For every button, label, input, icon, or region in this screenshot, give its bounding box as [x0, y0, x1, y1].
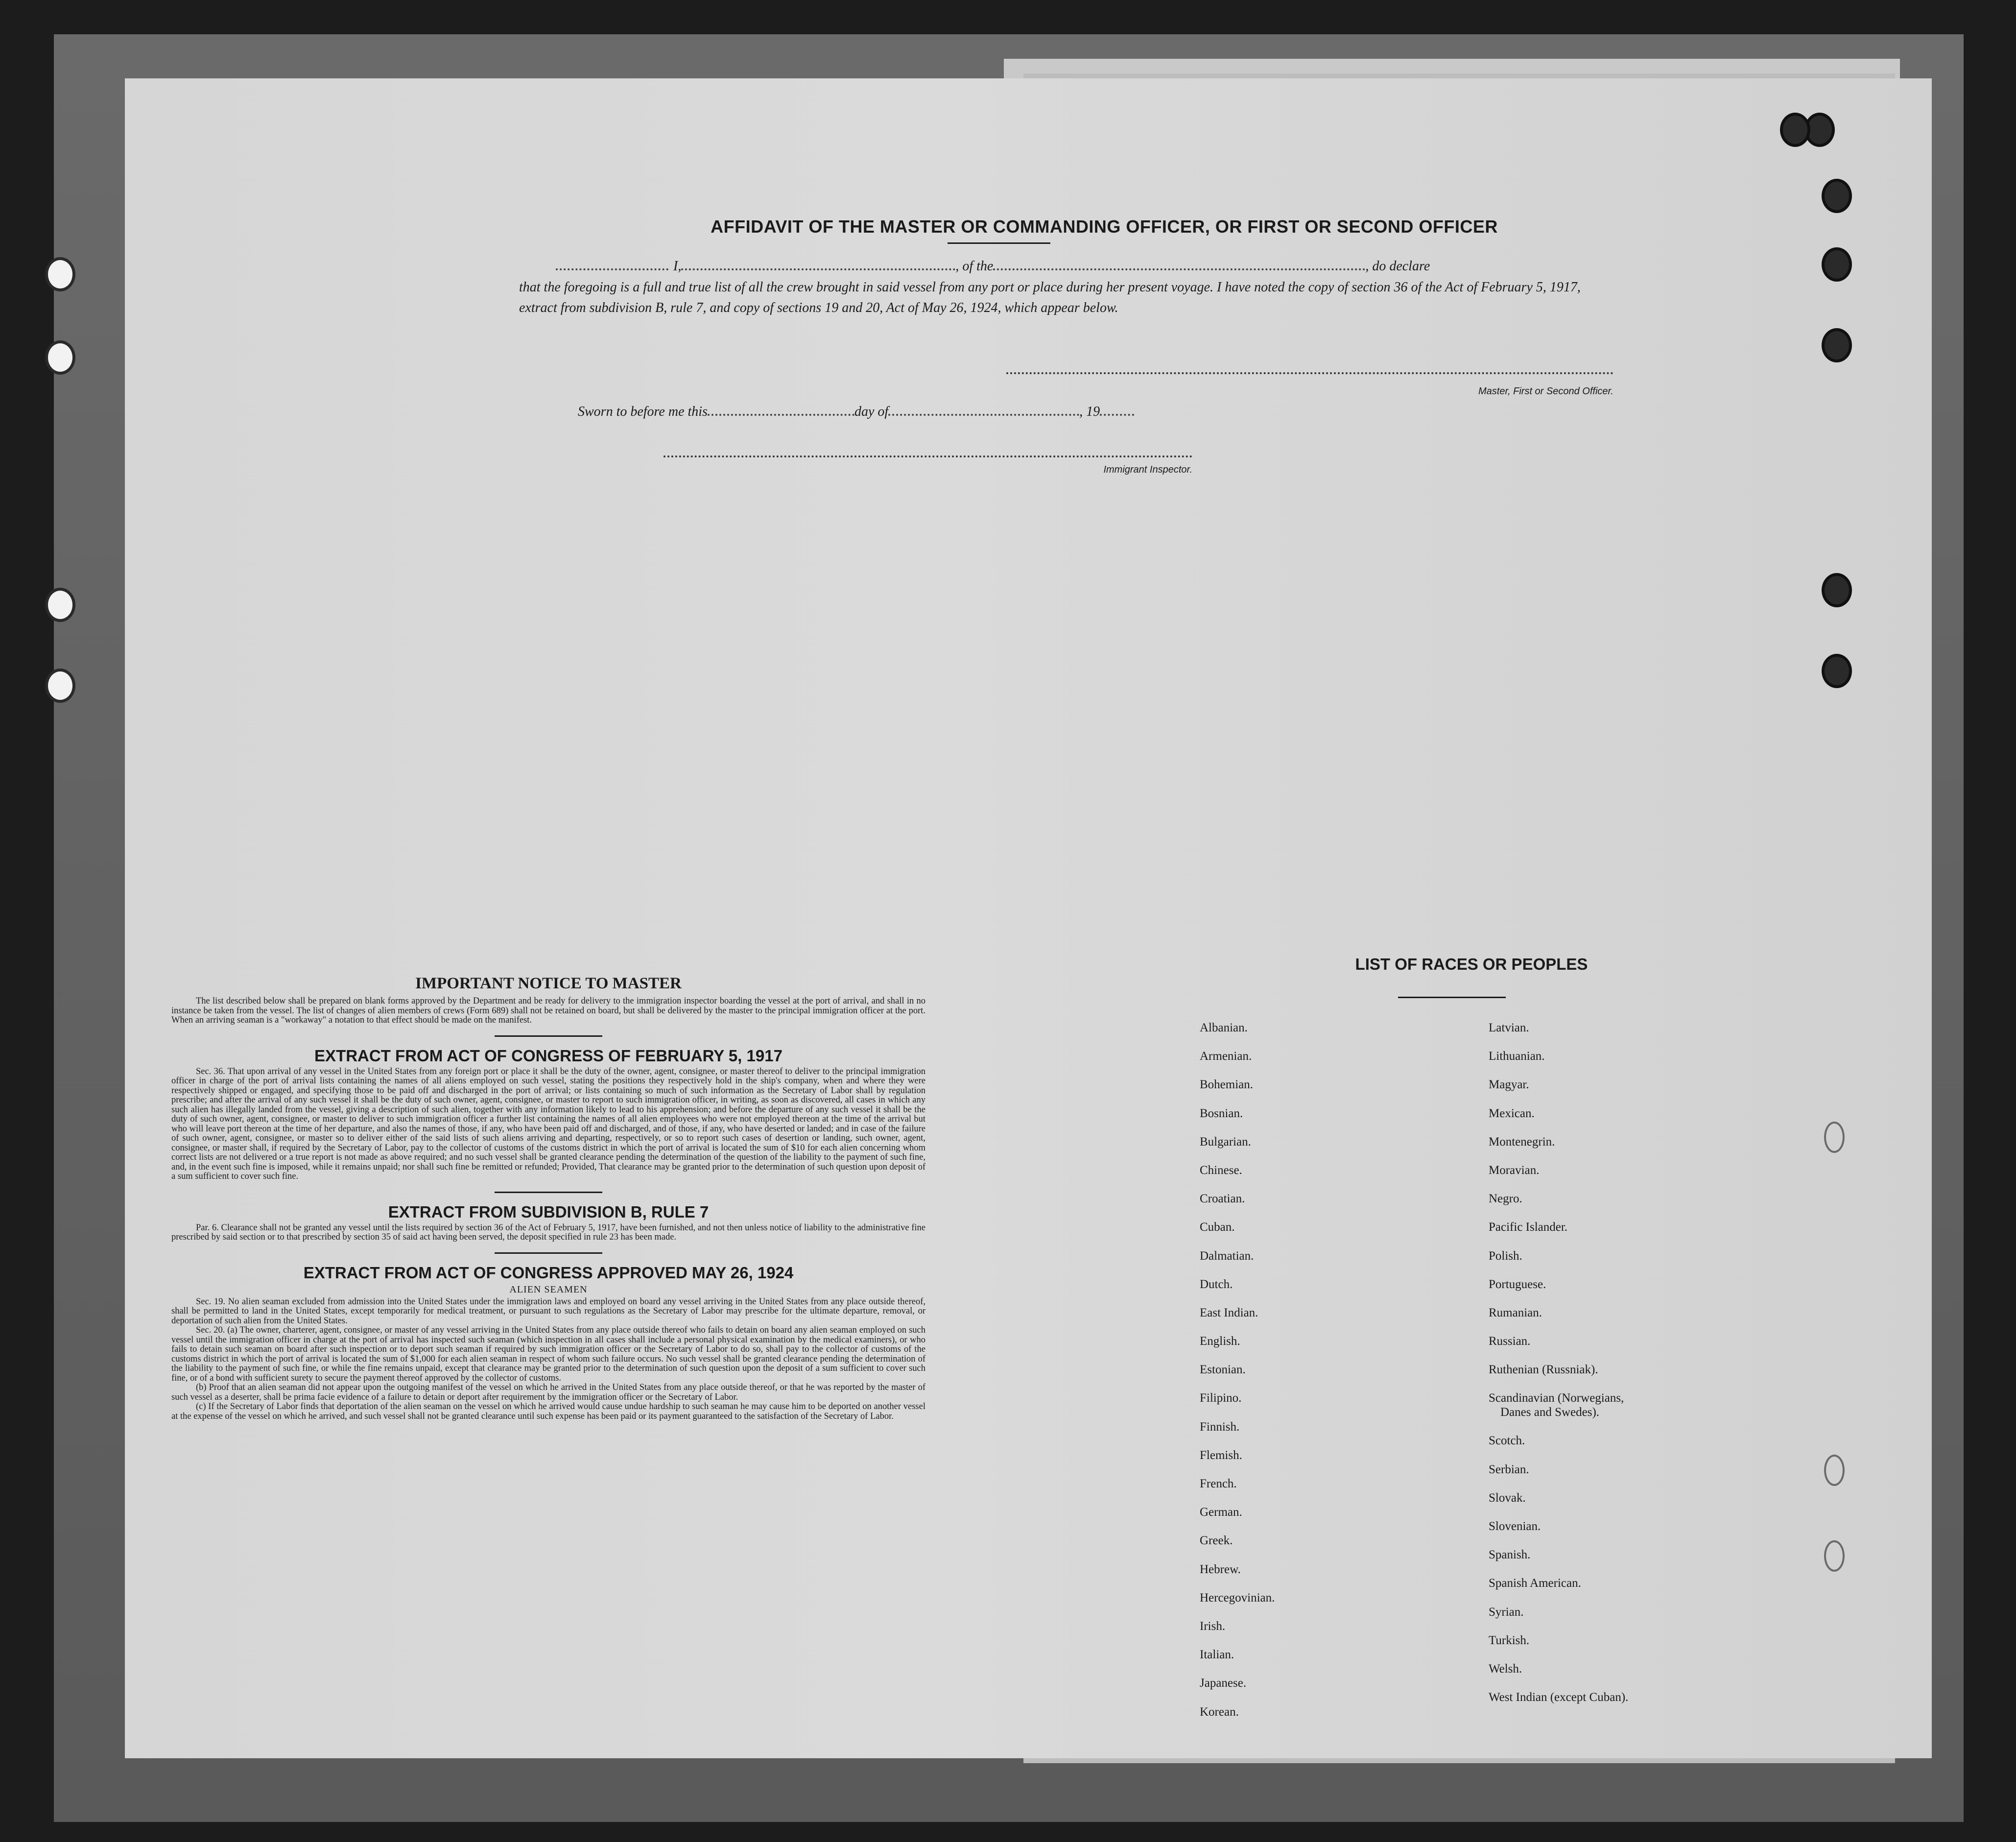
race-item: Ruthenian (Russniak).	[1489, 1363, 1598, 1377]
rule-7-heading: EXTRACT FROM SUBDIVISION B, RULE 7	[388, 1202, 709, 1221]
race-item: Korean.	[1200, 1705, 1239, 1719]
sworn-year: , 19	[1079, 404, 1100, 419]
race-item: Filipino.	[1200, 1391, 1242, 1405]
races-heading: LIST OF RACES OR PEOPLES	[1355, 955, 1588, 973]
race-item: Flemish.	[1200, 1448, 1242, 1462]
section-20c-text: (c) If the Secretary of Labor finds that deportation of the alien seaman on the vessel on which he arrived would cause undue hardship to such seaman he may cause him to be deported on another vessel at the expense of the vessel on which he arrived, and such vessel shall not be granted clearance until such expense has been paid or its payment guaranteed to the satisfaction of the Secretary of Labor.	[171, 1402, 925, 1421]
ring-mark-icon	[1824, 1540, 1845, 1572]
race-item: Armenian.	[1200, 1050, 1252, 1063]
race-item: Cuban.	[1200, 1220, 1235, 1234]
races-heading-rule	[1398, 997, 1506, 998]
race-item: Slovak.	[1489, 1491, 1526, 1505]
manifest-page	[125, 78, 1932, 1758]
sworn-line	[578, 404, 1312, 420]
race-item: Bosnian.	[1200, 1106, 1243, 1120]
race-item: Hercegovinian.	[1200, 1591, 1275, 1604]
race-item: Estonian.	[1200, 1363, 1246, 1377]
race-item: Japanese.	[1200, 1676, 1247, 1690]
binder-hole-icon	[1780, 113, 1810, 147]
notice-heading: IMPORTANT NOTICE TO MASTER	[415, 975, 682, 992]
race-item: Greek.	[1200, 1534, 1233, 1548]
race-item: Italian.	[1200, 1648, 1234, 1662]
section-20a-text: Sec. 20. (a) The owner, charterer, agent, consignee, or master of any vessel arriving in the United States from any place outside thereof who fails to detain on board any alien seaman employed on such vessel until the immigration officer in charge at the port of arrival has inspected such seaman (which inspection in all cases shall include a personal physical examination by the medical examiners), or who fails to detain such seaman on board after such inspection or to deport such seaman if required by such immigration officer or the Secretary of Labor to do so, shall pay to the collector of customs of the customs district in which the port of arrival is located the sum of $1,000 for each alien seaman in respect of whom such failure occurs. No such vessel shall be granted clearance pending the determination of the liability to the payment of such fine, or while the fine remains unpaid, except that clearance may be granted prior to the determination of such question upon the deposit of a sum sufficient to cover such fine, or of a bond with sufficient surety to secure the payment thereof approved by the collector of customs.	[171, 1325, 925, 1383]
binder-hole-icon	[1822, 328, 1852, 362]
race-item: Negro.	[1489, 1192, 1522, 1206]
inspector-signature-line	[664, 455, 1192, 457]
race-item: Lithuanian.	[1489, 1050, 1545, 1063]
race-item: French.	[1200, 1477, 1237, 1490]
inspector-caption: Immigrant Inspector.	[1103, 464, 1192, 475]
extract-1924-heading: EXTRACT FROM ACT OF CONGRESS APPROVED MAY 26, 1924	[303, 1263, 794, 1282]
affidavit-do-declare: , do declare	[1365, 259, 1430, 274]
race-item-multiline	[1489, 1384, 1628, 1427]
race-item: Croatian.	[1200, 1192, 1245, 1206]
race-item: Syrian.	[1489, 1605, 1524, 1619]
race-item: Dalmatian.	[1200, 1249, 1254, 1263]
ring-mark-icon	[1824, 1455, 1845, 1486]
section-20b-text: (b) Proof that an alien seaman did not appear upon the outgoing manifest of the vessel on which he arrived in the United States from any place outside thereof, or that he was reported by the master of such vessel as a deserter, shall be prima facie evidence of a failure to detain or deport after requirement by the immigration officer or the Secretary of Labor.	[171, 1383, 925, 1402]
race-item: Scotch.	[1489, 1434, 1525, 1448]
race-item: Portuguese.	[1489, 1277, 1546, 1291]
extract-1917-heading: EXTRACT FROM ACT OF CONGRESS OF FEBRUARY 5, 1917	[314, 1046, 783, 1065]
race-item: Hebrew.	[1200, 1562, 1241, 1576]
alien-seamen-subheading: ALIEN SEAMEN	[509, 1284, 588, 1295]
binder-hole-icon	[45, 257, 75, 291]
race-item: Russian.	[1489, 1335, 1531, 1348]
extract-1917-text: Sec. 36. That upon arrival of any vessel in the United States from any foreign port or place it shall be the duty of the owner, agent, consignee, or master thereof to deliver to the principal immigration officer in charge of the port of arrival lists containing the names of all aliens employed on such vessel, stating the positions they respectively hold in the ship's company, when and where they were respectively shipped or engaged, and specifying those to be paid off and discharged in the port of arrival; or lists containing so much of such information as the Secretary of Labor shall by regulation prescribe; and after the arrival of any such vessel it shall be the duty of such owner, agent, consignee, or master to report to such immigration officer, in writing, as soon as discovered, all cases in which any such alien has illegally landed from the vessel, giving a description of such alien, together with any information likely to lead to his apprehension; and before the departure of any such vessel it shall be the duty of such owner, agent, consignee, or master to deliver to such immigration officer a further list containing the names of all alien employees who were not employed thereon at the time of the arrival but who will leave port thereon at the time of her departure, and also the names of those, if any, who have been paid off and discharged, and of those, if any, who have deserted or landed; and in case of the failure of such owner, agent, consignee, or master so to deliver either of the said lists of such aliens arriving and departing, respectively, or so to report such cases of desertion or landing, such owner, agent, consignee, or master shall, if required by the Secretary of Labor, pay to the collector of customs of the customs district in which the port of arrival is located the sum of $10 for each alien concerning whom correct lists are not delivered or a true report is not made as above required; and no such vessel shall be granted clearance pending the determination of the question of the liability to the payment of such fine, and, in the event such fine is imposed, while it remains unpaid; nor shall such fine be remitted or refunded; Provided, That clearance may be granted prior to the determination of such question upon deposit of a sum sufficient to cover such fine.	[171, 1066, 925, 1181]
rule-7-text: Par. 6. Clearance shall not be granted any vessel until the lists required by section 36 of the Act of February 5, 1917, have been furnished, and not then unless notice of liability to the administrative fine prescribed by said section or to that prescribed by section 35 of said act having been served, the deposit specified in rule 23 has been made.	[171, 1222, 925, 1242]
affidavit-body: that the foregoing is a full and true list of all the crew brought in said vessel from any port or place during her present voyage. I have noted the copy of section 36 of the Act of February 5, 1917, extract from subdivision B, rule 7, and copy of sections 19 and 20, Act of May 26, 1924, which appear below.	[519, 280, 1581, 315]
ring-mark-icon	[1824, 1122, 1845, 1153]
binder-hole-icon	[1822, 654, 1852, 688]
affidavit-title-rule	[948, 242, 1050, 244]
sworn-prefix: Sworn to before me this	[578, 404, 708, 419]
race-item: Welsh.	[1489, 1662, 1522, 1675]
master-signature-caption: Master, First or Second Officer.	[1478, 386, 1613, 397]
section-divider	[495, 1252, 602, 1254]
master-signature-line	[1006, 372, 1613, 374]
binder-hole-icon	[45, 669, 75, 703]
race-item: Pacific Islander.	[1489, 1220, 1568, 1234]
binder-hole-icon	[1822, 247, 1852, 282]
race-item: Bulgarian.	[1200, 1135, 1251, 1148]
race-item: Moravian.	[1489, 1163, 1540, 1177]
race-item: Polish.	[1489, 1249, 1522, 1263]
affidavit-title: AFFIDAVIT OF THE MASTER OR COMMANDING OFFICER, OR FIRST OR SECOND OFFICER	[711, 216, 1498, 237]
affidavit-declaration-line	[556, 259, 1613, 274]
race-item: Slovenian.	[1489, 1520, 1541, 1533]
races-list-right	[1489, 1014, 1628, 1712]
race-item: Magyar.	[1489, 1078, 1529, 1092]
section-divider	[495, 1035, 602, 1037]
binder-hole-icon	[45, 340, 75, 375]
binder-hole-icon	[1822, 179, 1852, 213]
binder-hole-icon	[1822, 573, 1852, 607]
binder-hole-icon	[45, 588, 75, 622]
race-item-continuation: Danes and Swedes).	[1500, 1406, 1600, 1419]
race-item: Scandinavian (Norwegians,	[1489, 1391, 1624, 1405]
race-item: Bohemian.	[1200, 1078, 1254, 1092]
race-item: Montenegrin.	[1489, 1135, 1555, 1148]
race-item: Spanish American.	[1489, 1577, 1581, 1590]
section-19-text: Sec. 19. No alien seaman excluded from admission into the United States under the immigration laws and employed on board any vessel arriving in the United States from any place outside thereof, shall be permitted to land in the United States, except temporarily for medical treatment, or pursuant to such regulations as the Secretary of Labor may prescribe for the ultimate departure, removal, or deportation of such alien from the United States.	[171, 1296, 925, 1326]
race-item: Rumanian.	[1489, 1306, 1542, 1319]
race-item: Albanian.	[1200, 1021, 1248, 1034]
race-item: East Indian.	[1200, 1306, 1258, 1319]
sworn-day-of: day of	[854, 404, 889, 419]
races-list-left	[1200, 1014, 1275, 1726]
race-item: West Indian (except Cuban).	[1489, 1691, 1629, 1704]
section-divider	[495, 1192, 602, 1193]
race-item: Dutch.	[1200, 1277, 1233, 1291]
race-item: Finnish.	[1200, 1420, 1240, 1434]
race-item: Turkish.	[1489, 1633, 1530, 1647]
race-item: Irish.	[1200, 1619, 1226, 1633]
notice-text: The list described below shall be prepared on blank forms approved by the Department and be ready for delivery to the immigration inspector boarding the vessel at the port of arrival, and shall in no instance be taken from the vessel. The list of changes of alien members of crews (Form 689) shall not be retained on board, but shall be delivered by the master to the principal immigration officer at the port. When an arriving seaman is a "workaway" a notation to that effect should be made on the manifest.	[171, 996, 925, 1025]
legal-notices-column	[171, 975, 925, 1421]
race-item: Spanish.	[1489, 1548, 1531, 1562]
affidavit-of-the: , of the	[955, 259, 994, 274]
race-item: German.	[1200, 1506, 1242, 1519]
affidavit-i: I,	[673, 259, 682, 274]
race-item: Latvian.	[1489, 1021, 1529, 1034]
race-item: Chinese.	[1200, 1163, 1242, 1177]
race-item: Serbian.	[1489, 1462, 1529, 1476]
race-item: English.	[1200, 1335, 1240, 1348]
race-item: Mexican.	[1489, 1106, 1535, 1120]
